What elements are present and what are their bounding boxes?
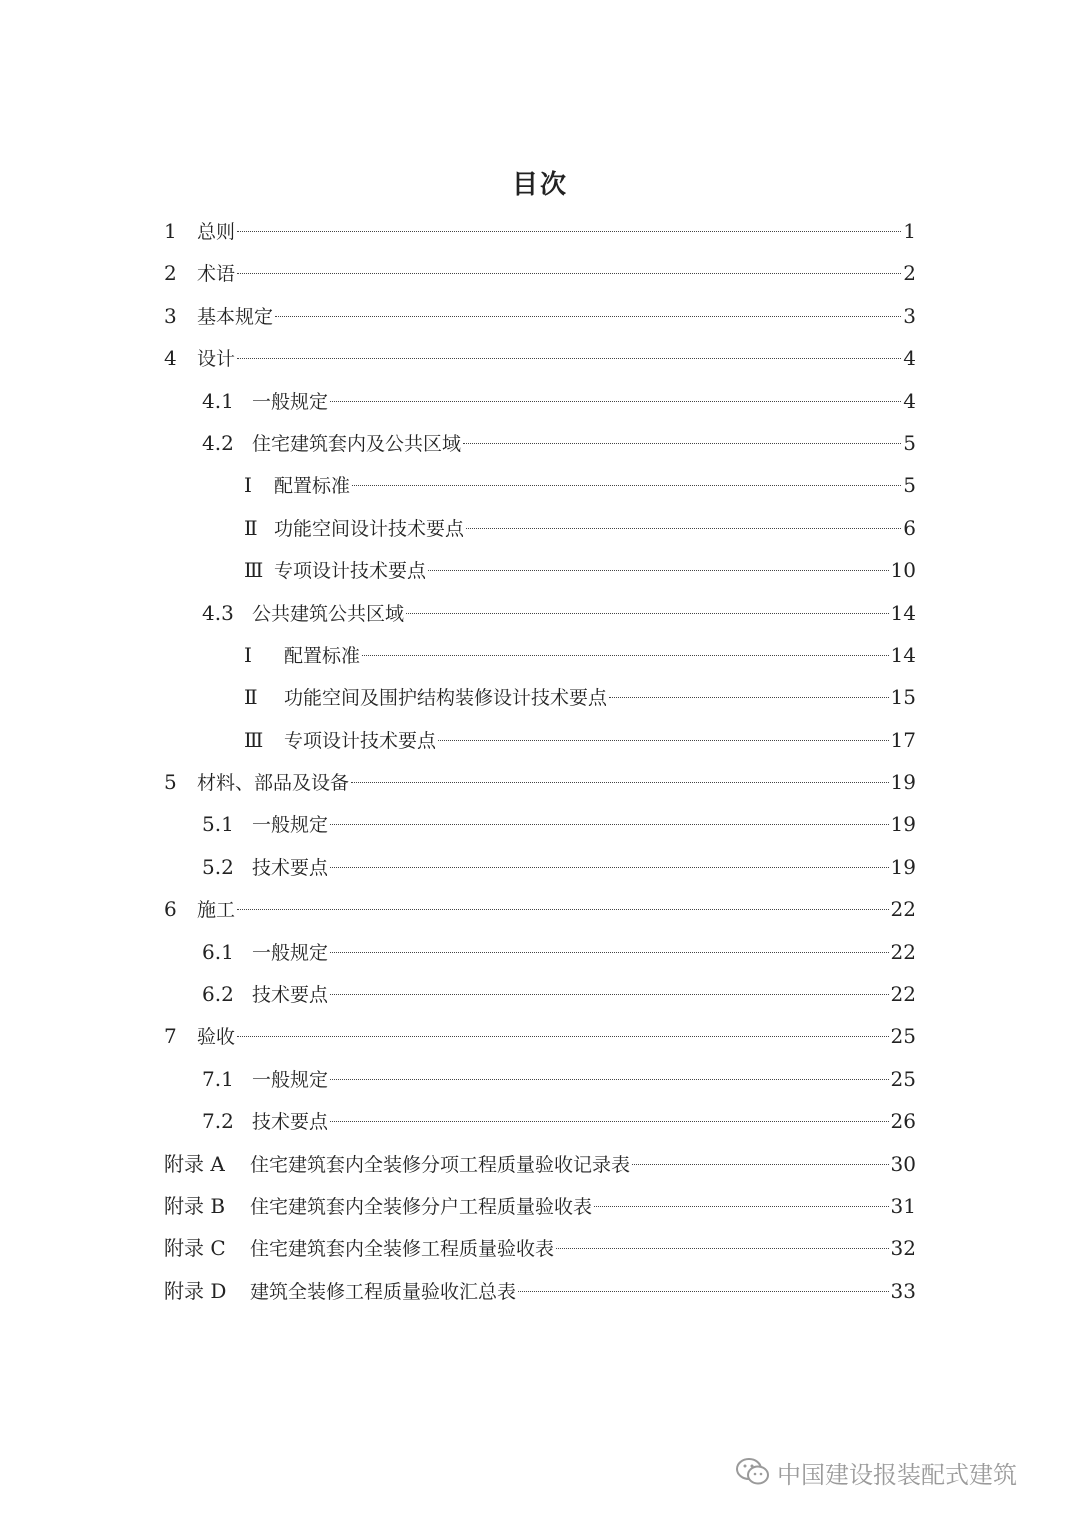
toc-entry-number: 5.2 — [202, 854, 234, 879]
toc-entry[interactable] — [164, 252, 916, 294]
toc-entry[interactable] — [164, 846, 916, 888]
toc-entry-label: 技术要点 — [252, 984, 329, 1007]
toc-entry-number: 附录 A — [164, 1151, 225, 1176]
toc-entry[interactable] — [164, 592, 916, 634]
toc-entry-page: 14 — [890, 642, 916, 667]
dot-leader — [632, 1164, 889, 1165]
toc-entry-label: 功能空间及围护结构装修设计技术要点 — [284, 687, 608, 710]
toc-entry-number: 1 — [164, 219, 177, 243]
toc-entry-number: 6 — [164, 897, 177, 922]
toc-entry-number: Ⅰ — [244, 473, 252, 498]
dot-leader — [237, 273, 901, 274]
toc-entry[interactable] — [164, 634, 916, 676]
toc-entry-number: 6.2 — [202, 982, 234, 1007]
toc-entry-label: 一般规定 — [252, 390, 329, 413]
watermark-text: 中国建设报装配式建筑 — [777, 1460, 1017, 1489]
toc-entry-page: 30 — [890, 1151, 916, 1176]
toc-entry-label: 配置标准 — [284, 644, 361, 667]
toc-entry-label: 基本规定 — [197, 305, 274, 328]
toc-entry-page: 19 — [890, 854, 916, 879]
toc-entry-page: 22 — [890, 982, 916, 1007]
toc-entry[interactable] — [164, 507, 916, 549]
dot-leader — [330, 867, 889, 868]
toc-entry-number: Ⅰ — [244, 642, 252, 667]
toc-entry[interactable] — [164, 719, 916, 761]
toc-entry-label: 住宅建筑套内全装修分项工程质量验收记录表 — [250, 1153, 631, 1176]
wechat-icon — [735, 1457, 771, 1487]
dot-leader — [594, 1206, 889, 1207]
watermark — [735, 1454, 1055, 1490]
toc-entry-page: 17 — [890, 727, 916, 752]
toc-entry-page: 5 — [903, 473, 916, 498]
toc-entry-label: 配置标准 — [274, 475, 351, 498]
toc-entry-number: 4 — [164, 346, 177, 371]
toc-entry-label: 技术要点 — [252, 1111, 329, 1134]
toc-entry[interactable] — [164, 931, 916, 973]
toc-entry[interactable] — [164, 464, 916, 506]
toc-entry-page: 31 — [890, 1193, 916, 1218]
toc-entry-page: 5 — [903, 430, 916, 455]
dot-leader — [466, 528, 901, 529]
dot-leader — [438, 740, 889, 741]
dot-leader — [406, 613, 889, 614]
toc-entry-label: 功能空间设计技术要点 — [274, 517, 465, 540]
toc-entry-label: 验收 — [197, 1026, 236, 1049]
dot-leader — [518, 1291, 889, 1292]
toc-entry-page: 15 — [890, 685, 916, 710]
toc-entry-label: 术语 — [197, 263, 236, 286]
toc-entry-number: Ⅲ — [244, 558, 264, 583]
toc-entry-number: 2 — [164, 261, 177, 286]
toc-entry-label: 施工 — [197, 899, 236, 922]
dot-leader — [330, 1079, 889, 1080]
toc-entry-number: Ⅲ — [244, 727, 264, 752]
toc-entry[interactable] — [164, 380, 916, 422]
toc-entry-page: 14 — [890, 600, 916, 625]
toc-entry-label: 一般规定 — [252, 1068, 329, 1091]
toc-entry-page: 32 — [890, 1236, 916, 1261]
toc-entry-number: 附录 C — [164, 1236, 226, 1261]
toc-entry-label: 材料、部品及设备 — [197, 772, 350, 795]
dot-leader — [237, 909, 889, 910]
toc-entry-label: 住宅建筑套内及公共区域 — [252, 432, 462, 455]
toc-entry-number: Ⅱ — [244, 685, 258, 710]
toc-entry-number: 3 — [164, 303, 177, 328]
toc-entry[interactable] — [164, 1270, 916, 1312]
toc-entry[interactable] — [164, 1100, 916, 1142]
page-title: 目次 — [511, 170, 568, 200]
toc-entry-page: 4 — [903, 346, 916, 371]
dot-leader — [362, 655, 889, 656]
toc-entry[interactable] — [164, 1185, 916, 1227]
dot-leader — [330, 824, 889, 825]
dot-leader — [463, 443, 901, 444]
toc-entry-number: 7 — [164, 1024, 177, 1049]
toc-entry-number: 4.3 — [202, 600, 234, 625]
toc-entry-page: 25 — [890, 1024, 916, 1049]
toc-entry[interactable] — [164, 803, 916, 845]
toc-entry-number: 7.1 — [202, 1066, 234, 1091]
toc-entry-label: 技术要点 — [252, 856, 329, 879]
toc-entry[interactable] — [164, 210, 916, 252]
toc-entry-number: 附录 D — [164, 1278, 227, 1303]
toc-entry-page: 4 — [903, 388, 916, 413]
toc-entry-page: 19 — [890, 770, 916, 795]
toc-entry-label: 专项设计技术要点 — [274, 560, 427, 583]
toc-entry-label: 住宅建筑套内全装修分户工程质量验收表 — [250, 1195, 593, 1218]
dot-leader — [330, 1121, 889, 1122]
toc-entry-label: 一般规定 — [252, 814, 329, 837]
toc-entry-page: 6 — [903, 515, 916, 540]
toc-entry-page: 10 — [890, 558, 916, 583]
toc-entry[interactable] — [164, 1015, 916, 1057]
toc-entry-number: 附录 B — [164, 1193, 226, 1218]
toc-entry-page: 33 — [890, 1278, 916, 1303]
dot-leader — [352, 485, 901, 486]
table-of-contents — [164, 210, 916, 1312]
dot-leader — [330, 952, 889, 953]
dot-leader — [330, 401, 901, 402]
toc-entry[interactable] — [164, 888, 916, 930]
toc-entry[interactable] — [164, 1227, 916, 1269]
toc-entry-number: 4.2 — [202, 430, 234, 455]
toc-entry-label: 建筑全装修工程质量验收汇总表 — [250, 1280, 517, 1303]
dot-leader — [556, 1248, 889, 1249]
toc-entry-number: 7.2 — [202, 1109, 234, 1134]
toc-entry[interactable] — [164, 337, 916, 379]
dot-leader — [237, 1036, 889, 1037]
toc-entry-label: 专项设计技术要点 — [284, 729, 437, 752]
toc-entry-label: 住宅建筑套内全装修工程质量验收表 — [250, 1238, 555, 1261]
toc-entry-number: 5 — [164, 770, 177, 795]
toc-entry-number: 6.1 — [202, 939, 234, 964]
toc-entry-page: 19 — [890, 812, 916, 837]
toc-entry-page: 1 — [903, 219, 916, 243]
dot-leader — [237, 358, 901, 359]
toc-entry[interactable] — [164, 422, 916, 464]
toc-entry[interactable] — [164, 295, 916, 337]
toc-entry[interactable] — [164, 761, 916, 803]
toc-entry-label: 一般规定 — [252, 941, 329, 964]
toc-entry-label: 总则 — [197, 221, 236, 243]
toc-entry-page: 22 — [890, 939, 916, 964]
dot-leader — [330, 994, 889, 995]
dot-leader — [275, 316, 901, 317]
toc-entry-number: 5.1 — [202, 812, 234, 837]
dot-leader — [237, 231, 901, 232]
toc-entry-page: 2 — [903, 261, 916, 286]
dot-leader — [351, 782, 889, 783]
dot-leader — [428, 570, 889, 571]
toc-entry[interactable] — [164, 676, 916, 718]
toc-entry-number: Ⅱ — [244, 515, 258, 540]
toc-entry[interactable] — [164, 1143, 916, 1185]
dot-leader — [609, 697, 889, 698]
toc-entry-page: 3 — [903, 303, 916, 328]
toc-entry[interactable] — [164, 1058, 916, 1100]
toc-entry[interactable] — [164, 549, 916, 591]
toc-entry-label: 公共建筑公共区域 — [252, 602, 405, 625]
toc-entry-page: 22 — [890, 897, 916, 922]
toc-entry-page: 25 — [890, 1066, 916, 1091]
toc-entry-label: 设计 — [197, 348, 236, 371]
toc-entry[interactable] — [164, 973, 916, 1015]
toc-entry-page: 26 — [890, 1109, 916, 1134]
toc-entry-number: 4.1 — [202, 388, 234, 413]
